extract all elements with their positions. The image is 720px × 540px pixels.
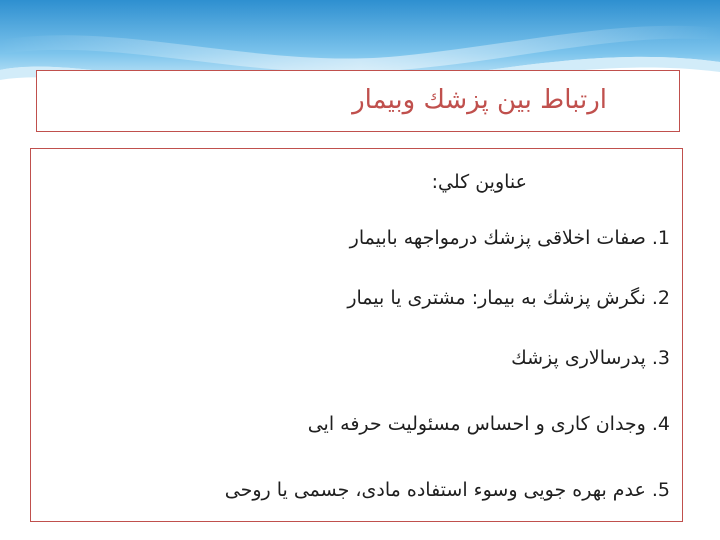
content-box [30,148,683,522]
list-item-text: پدرسالاری پزشك [511,347,646,369]
title-box [36,70,680,132]
list-item-text: صفات اخلاقی پزشك درمواجهه بابیمار [349,227,646,249]
list-item-text: وجدان کاری و احساس مسئولیت حرفه ایی [307,413,646,435]
list-item-text: نگرش پزشك به بیمار: مشتری یا بیمار [347,287,646,309]
list-item [511,347,670,369]
list-item-text: عدم بهره جویی وسوء استفاده مادی، جسمی یا روحی [224,479,646,501]
list-item [350,227,670,249]
list-item [225,479,670,501]
list-item-number: 3. [651,347,670,369]
list-item [347,287,670,309]
list-item-number: 4. [651,413,670,435]
list-item-number: 5. [651,479,670,501]
list-item-number: 1. [651,227,670,249]
list-item [308,413,670,435]
section-heading: عناوین کلي: [431,171,527,193]
slide-title: ارتباط بین پزشك وبیمار [352,85,607,115]
list-item-number: 2. [651,287,670,309]
